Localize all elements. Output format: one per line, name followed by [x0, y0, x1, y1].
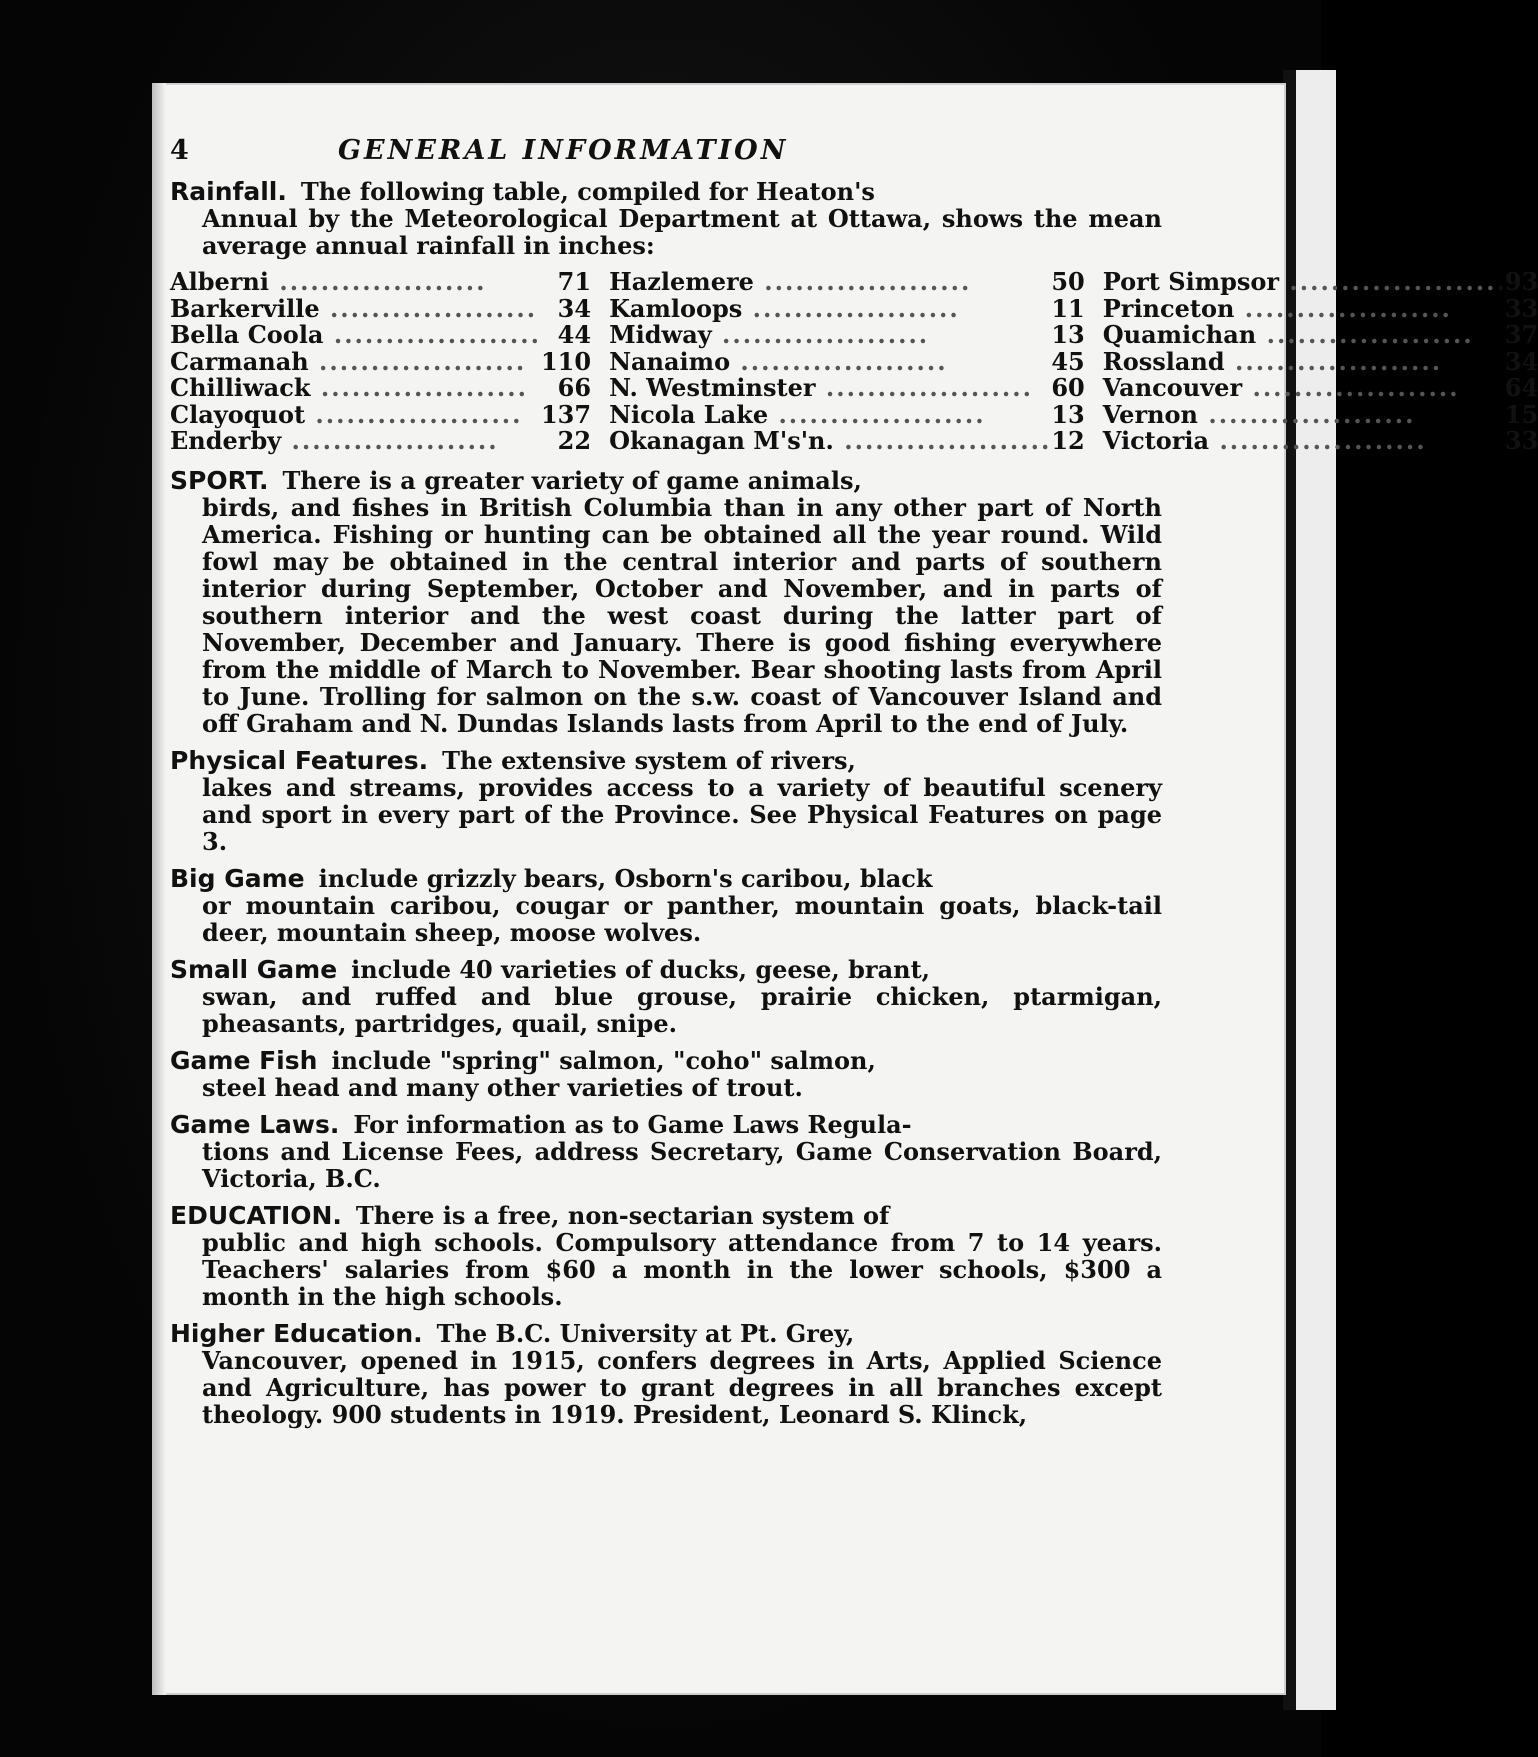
rainfall-value: 50: [1051, 267, 1085, 296]
rainfall-value: 34: [557, 293, 592, 323]
rainfall-value: 15: [1504, 399, 1538, 429]
rainfall-place: Nanaimo ....................: [609, 346, 948, 376]
rainfall-value: 60: [1051, 373, 1085, 402]
section-heading: Higher Education.: [170, 1318, 423, 1348]
rainfall-place: Enderby ....................: [170, 426, 499, 455]
section-first-line: There is a free, non-sectarian system of: [355, 1200, 890, 1230]
section-heading: Game Laws.: [170, 1109, 340, 1139]
rainfall-value: 64: [1504, 373, 1538, 402]
section-game-laws: [170, 1111, 1162, 1192]
rainfall-place: Nicola Lake ....................: [609, 399, 986, 429]
rainfall-value: 12: [1051, 426, 1085, 455]
rainfall-place: Hazlemere ....................: [609, 267, 972, 296]
section-heading: Physical Features.: [170, 745, 429, 775]
rainfall-value: 110: [540, 346, 592, 376]
rainfall-row: [170, 349, 1538, 376]
section-body: Annual by the Meteorological Department at Ottawa, shows the mean average annual rainfall in inches:: [202, 204, 1162, 260]
rainfall-value: 11: [1051, 293, 1085, 323]
section-first-line: There is a greater variety of game animals,: [282, 465, 862, 495]
rainfall-value: 33: [1504, 293, 1538, 323]
rainfall-place: Midway ....................: [609, 320, 930, 349]
running-title: GENERAL INFORMATION: [338, 135, 789, 166]
rainfall-place: Princeton ....................: [1102, 293, 1452, 323]
section-game-fish: [170, 1047, 1162, 1101]
rainfall-place: Vancouver ....................: [1102, 373, 1460, 402]
rainfall-value: .93: [1496, 267, 1538, 296]
rainfall-value: 71: [557, 267, 592, 296]
section-first-line: The B.C. University at Pt. Grey,: [436, 1318, 855, 1348]
rainfall-row: [170, 322, 1538, 349]
section-heading: Big Game: [170, 863, 305, 893]
section-first-line: include 40 varieties of ducks, geese, brant,: [351, 954, 931, 984]
section-heading: Rainfall.: [170, 177, 287, 206]
rainfall-place: N. Westminster ....................: [609, 373, 1033, 402]
rainfall-place: Kamloops ....................: [609, 293, 960, 323]
section-heading: EDUCATION.: [170, 1200, 342, 1230]
rainfall-value: 13: [1051, 399, 1085, 429]
rainfall-place: Carmanah ....................: [170, 346, 527, 376]
rainfall-row: [170, 375, 1538, 402]
rainfall-value: 137: [540, 399, 592, 429]
rainfall-value: 22: [557, 426, 592, 455]
page-content: [170, 135, 1538, 1438]
rainfall-value: 44: [557, 320, 592, 349]
rainfall-row: [170, 269, 1538, 296]
rainfall-row: [170, 428, 1538, 455]
section-body: lakes and streams, provides access to a variety of beautiful scenery and sport in every part of the Province. See Physical Features on page 3.: [202, 772, 1162, 856]
rainfall-place: Clayoquot ....................: [170, 399, 523, 429]
section-body: birds, and fishes in British Columbia than in any other part of North America. Fishing or hunting can be obtained all the year round. Wild fowl may be obtained in the central interior and parts of southern interior during September, October and November, and in parts of southern interior and the west coast during the latter part of November, December and January. There is good fishing everywhere from the middle of March to November. Bear shooting lasts from April to June. Trolling for salmon on the s.w. coast of Vancouver Island and off Graham and N. Dundas Islands lasts from April to the end of July.: [202, 492, 1162, 738]
section-body: Vancouver, opened in 1915, confers degrees in Arts, Applied Science and Agriculture, has power to grant degrees in all branches except theology. 900 students in 1919. President, Leonard S. Klinck,: [202, 1345, 1162, 1429]
section-body: swan, and ruffed and blue grouse, prairie chicken, ptarmigan, pheasants, partridges, quail, snipe.: [202, 981, 1162, 1038]
rainfall-place: Chilliwack ....................: [170, 373, 528, 402]
section-heading: Small Game: [170, 954, 338, 984]
rainfall-value: 37: [1504, 320, 1538, 349]
section-body: public and high schools. Compulsory attendance from 7 to 14 years. Teachers' salaries from $60 a month in the lower schools, $300 a month in the high schools.: [202, 1227, 1162, 1311]
section-big-game: [170, 865, 1162, 946]
section-first-line: The extensive system of rivers,: [442, 745, 856, 775]
section-first-line: The following table, compiled for Heaton's: [300, 177, 875, 206]
rainfall-place: Vernon ....................: [1102, 399, 1416, 429]
section-body: steel head and many other varieties of trout.: [202, 1072, 803, 1102]
rainfall-value: 33: [1504, 426, 1538, 455]
page-number: 4: [170, 135, 189, 166]
section-body: or mountain caribou, cougar or panther, mountain goats, black-tail deer, mountain sheep, moose wolves.: [202, 890, 1162, 947]
section-education: [170, 1202, 1162, 1310]
section-first-line: For information as to Game Laws Regula-: [353, 1109, 912, 1139]
rainfall-place: Port Simpsor ....................: [1102, 267, 1497, 296]
rainfall-place: Quamichan ....................: [1102, 320, 1474, 349]
rainfall-place: Victoria ....................: [1102, 426, 1427, 455]
section-small-game: [170, 956, 1162, 1037]
rainfall-row: [170, 296, 1538, 323]
section-first-line: include grizzly bears, Osborn's caribou, black: [318, 863, 933, 893]
rainfall-place: Rossland ....................: [1102, 346, 1443, 376]
rainfall-place: Barkerville ....................: [170, 293, 538, 323]
section-body: tions and License Fees, address Secretary, Game Conservation Board, Victoria, B.C.: [202, 1136, 1162, 1193]
rainfall-table: [170, 269, 1538, 455]
page-edge-shadow: [152, 83, 166, 1695]
rainfall-value: 34: [1504, 346, 1538, 376]
page-header: [170, 135, 1162, 166]
section-physical-features: [170, 747, 1162, 855]
rainfall-row: [170, 402, 1538, 429]
rainfall-place: Okanagan M's'n. ....................: [609, 426, 1052, 455]
section-higher-education: [170, 1320, 1162, 1428]
rainfall-value: 13: [1051, 320, 1085, 349]
section-heading: Game Fish: [170, 1045, 318, 1075]
section-sport: [170, 467, 1162, 737]
rainfall-value: 66: [557, 373, 592, 402]
rainfall-place: Bella Coola ....................: [170, 320, 541, 349]
section-rainfall: [170, 178, 1162, 259]
rainfall-place: Alberni ....................: [170, 267, 487, 296]
section-heading: SPORT.: [170, 465, 269, 495]
section-first-line: include "spring" salmon, "coho" salmon,: [331, 1045, 876, 1075]
rainfall-value: 45: [1051, 346, 1085, 376]
